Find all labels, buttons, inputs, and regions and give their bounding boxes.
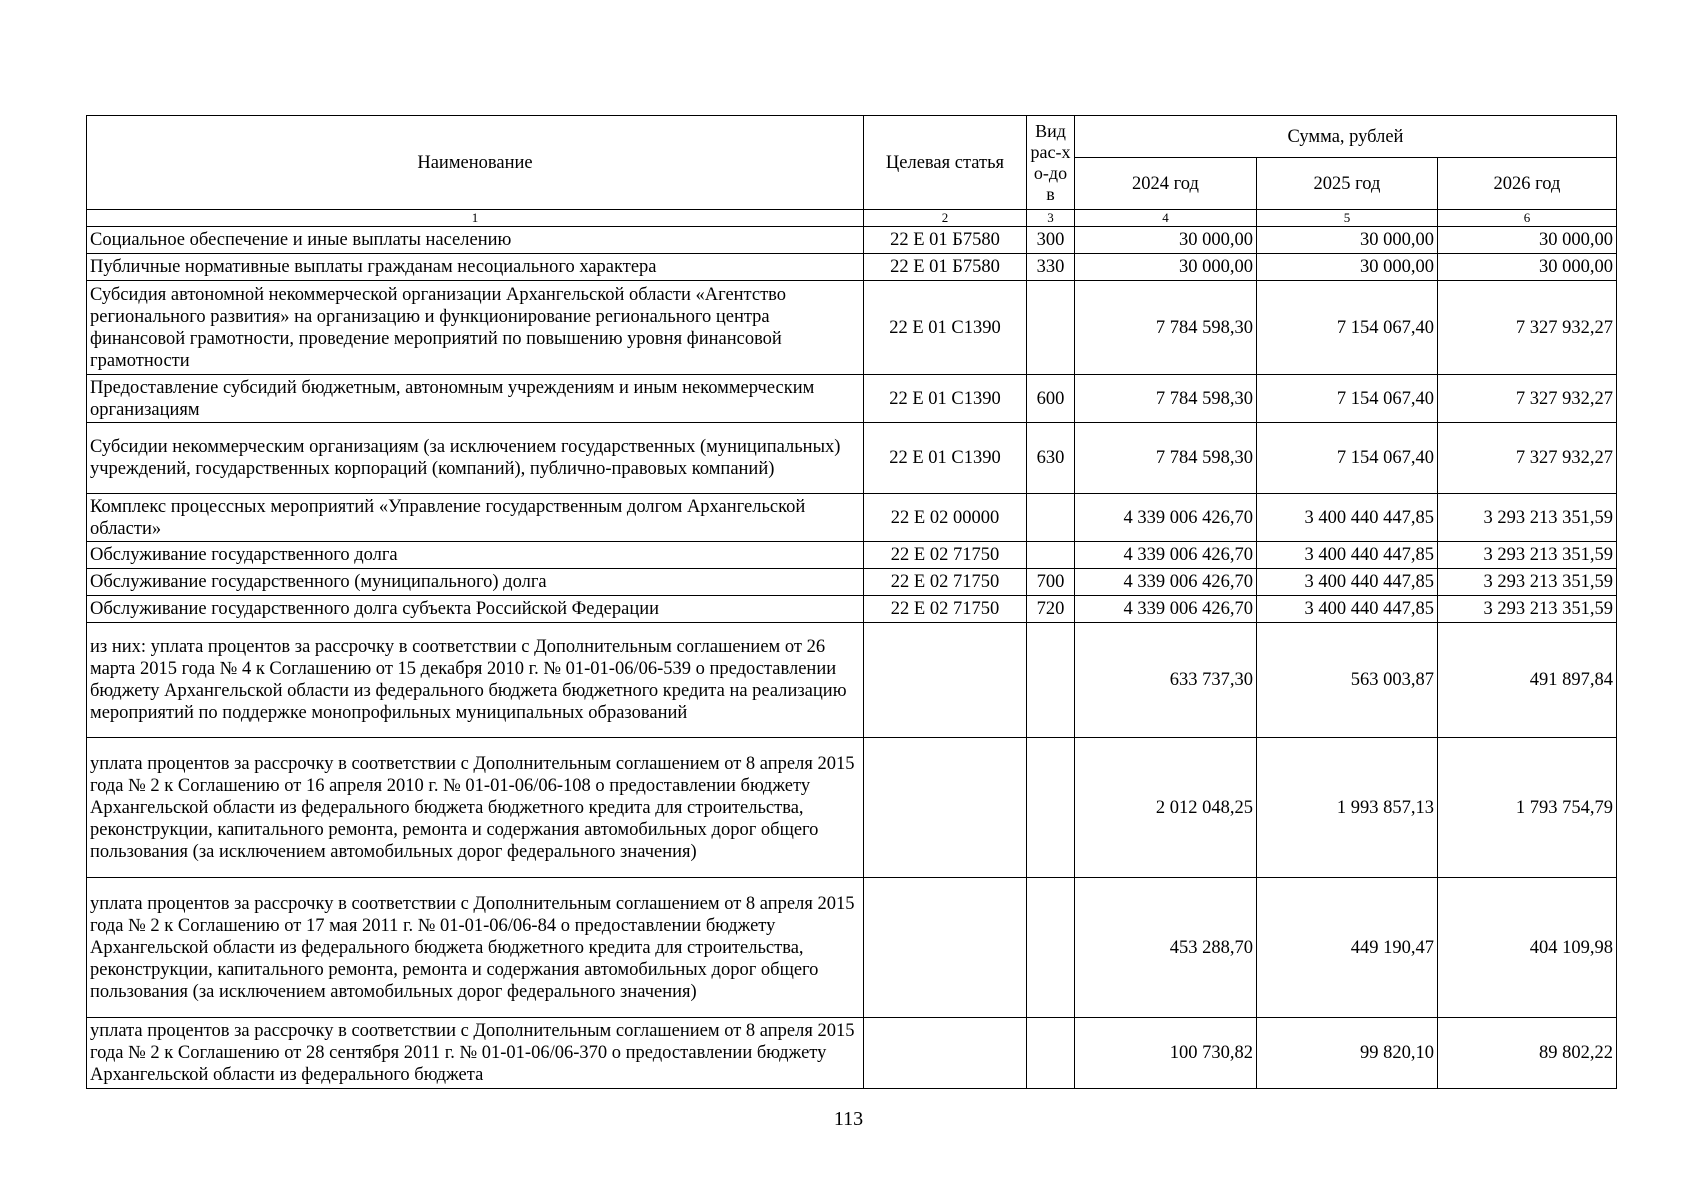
row-name: уплата процентов за рассрочку в соответствии с Дополнительным соглашением от 8 апреля 2015 года № 2 к Соглашению от 16 апреля 2010 г. № 01-01-06/06-108 о предоставлении бюджету Архангельской области из федерального бюджета бюджетного кредита для строительства, реконструкции, капитального ремонта, ремонта и содержания автомобильных дорог общего пользования (за исключением автомобильных дорог федерального значения) — [87, 738, 864, 878]
sum-2026-cell: 7 327 932,27 — [1438, 423, 1617, 494]
table-row — [87, 738, 1617, 878]
table-row — [87, 569, 1617, 596]
sum-2026-cell: 7 327 932,27 — [1438, 281, 1617, 375]
expense-type-cell: 630 — [1027, 423, 1075, 494]
target-article-cell: 22 Е 01 С1390 — [864, 281, 1027, 375]
sum-2026-cell: 3 293 213 351,59 — [1438, 596, 1617, 623]
expense-type-cell — [1027, 738, 1075, 878]
target-article-cell: 22 Е 02 71750 — [864, 569, 1027, 596]
table-row — [87, 542, 1617, 569]
expense-type-cell: 600 — [1027, 375, 1075, 423]
sum-2025-cell: 99 820,10 — [1257, 1018, 1438, 1089]
table-row — [87, 596, 1617, 623]
expense-type-cell — [1027, 494, 1075, 542]
sum-2026-cell: 1 793 754,79 — [1438, 738, 1617, 878]
sum-2025-cell: 30 000,00 — [1257, 254, 1438, 281]
header-target-article: Целевая статья — [864, 116, 1027, 210]
sum-2024-cell: 30 000,00 — [1075, 227, 1257, 254]
column-number: 5 — [1257, 210, 1438, 227]
sum-2024-cell: 633 737,30 — [1075, 623, 1257, 738]
sum-2025-cell: 3 400 440 447,85 — [1257, 542, 1438, 569]
sum-2024-cell: 7 784 598,30 — [1075, 423, 1257, 494]
table-row — [87, 375, 1617, 423]
expense-type-cell: 700 — [1027, 569, 1075, 596]
column-number: 6 — [1438, 210, 1617, 227]
table-body — [87, 227, 1617, 1089]
column-number: 1 — [87, 210, 864, 227]
header-name: Наименование — [87, 116, 864, 210]
expense-type-cell — [1027, 281, 1075, 375]
row-name: Публичные нормативные выплаты гражданам несоциального характера — [87, 254, 864, 281]
sum-2025-cell: 563 003,87 — [1257, 623, 1438, 738]
target-article-cell: 22 Е 02 71750 — [864, 542, 1027, 569]
sum-2024-cell: 4 339 006 426,70 — [1075, 596, 1257, 623]
row-name: Субсидия автономной некоммерческой организации Архангельской области «Агентство регионального развития» на организацию и функционирование регионального центра финансовой грамотности, проведение мероприятий по повышению уровня финансовой грамотности — [87, 281, 864, 375]
row-name: из них: уплата процентов за рассрочку в соответствии с Дополнительным соглашением от 26 марта 2015 года № 4 к Соглашению от 15 декабря 2010 г. № 01-01-06/06-539 о предоставлении бюджету Архангельской области из федерального бюджета бюджетного кредита на реализацию мероприятий по поддержке монопрофильных муниципальных образований — [87, 623, 864, 738]
row-name: Обслуживание государственного долга — [87, 542, 864, 569]
sum-2024-cell: 453 288,70 — [1075, 878, 1257, 1018]
row-name: Обслуживание государственного долга субъекта Российской Федерации — [87, 596, 864, 623]
expense-type-cell — [1027, 878, 1075, 1018]
target-article-cell — [864, 738, 1027, 878]
sum-2026-cell: 30 000,00 — [1438, 227, 1617, 254]
header-expense-type: Вид рас-хо-дов — [1027, 116, 1075, 210]
table-row — [87, 623, 1617, 738]
sum-2026-cell: 404 109,98 — [1438, 878, 1617, 1018]
table-row — [87, 281, 1617, 375]
target-article-cell: 22 Е 02 71750 — [864, 596, 1027, 623]
table-row — [87, 423, 1617, 494]
target-article-cell — [864, 878, 1027, 1018]
sum-2025-cell: 30 000,00 — [1257, 227, 1438, 254]
sum-2024-cell: 4 339 006 426,70 — [1075, 542, 1257, 569]
header-year-2025: 2025 год — [1257, 158, 1438, 210]
row-name: Субсидии некоммерческим организациям (за исключением государственных (муниципальных) учреждений, государственных корпораций (компаний), публично-правовых компаний) — [87, 423, 864, 494]
target-article-cell: 22 Е 01 С1390 — [864, 375, 1027, 423]
table-row — [87, 254, 1617, 281]
target-article-cell — [864, 1018, 1027, 1089]
expense-type-cell — [1027, 623, 1075, 738]
table-row — [87, 494, 1617, 542]
table-row — [87, 227, 1617, 254]
sum-2025-cell: 3 400 440 447,85 — [1257, 494, 1438, 542]
expense-type-cell: 300 — [1027, 227, 1075, 254]
sum-2024-cell: 2 012 048,25 — [1075, 738, 1257, 878]
column-number-row — [87, 210, 1617, 227]
expense-type-cell — [1027, 1018, 1075, 1089]
sum-2024-cell: 4 339 006 426,70 — [1075, 569, 1257, 596]
table-row — [87, 1018, 1617, 1089]
column-number: 4 — [1075, 210, 1257, 227]
sum-2025-cell: 3 400 440 447,85 — [1257, 596, 1438, 623]
sum-2025-cell: 7 154 067,40 — [1257, 423, 1438, 494]
target-article-cell — [864, 623, 1027, 738]
target-article-cell: 22 Е 01 Б7580 — [864, 227, 1027, 254]
sum-2025-cell: 1 993 857,13 — [1257, 738, 1438, 878]
sum-2024-cell: 7 784 598,30 — [1075, 281, 1257, 375]
sum-2026-cell: 3 293 213 351,59 — [1438, 569, 1617, 596]
column-number: 3 — [1027, 210, 1075, 227]
row-name: уплата процентов за рассрочку в соответствии с Дополнительным соглашением от 8 апреля 2015 года № 2 к Соглашению от 28 сентября 2011 г. № 01-01-06/06-370 о предоставлении бюджету Архангельской области из федерального бюджета — [87, 1018, 864, 1089]
row-name: Обслуживание государственного (муниципального) долга — [87, 569, 864, 596]
row-name: уплата процентов за рассрочку в соответствии с Дополнительным соглашением от 8 апреля 2015 года № 2 к Соглашению от 17 мая 2011 г. № 01-01-06/06-84 о предоставлении бюджету Архангельской области из федерального бюджета бюджетного кредита для строительства, реконструкции, капитального ремонта, ремонта и содержания автомобильных дорог общего пользования (за исключением автомобильных дорог федерального значения) — [87, 878, 864, 1018]
sum-2026-cell: 7 327 932,27 — [1438, 375, 1617, 423]
header-year-2024: 2024 год — [1075, 158, 1257, 210]
sum-2025-cell: 3 400 440 447,85 — [1257, 569, 1438, 596]
target-article-cell: 22 Е 01 Б7580 — [864, 254, 1027, 281]
column-number: 2 — [864, 210, 1027, 227]
budget-table — [86, 115, 1617, 1089]
row-name: Социальное обеспечение и иные выплаты населению — [87, 227, 864, 254]
expense-type-cell — [1027, 542, 1075, 569]
sum-2026-cell: 30 000,00 — [1438, 254, 1617, 281]
page-number: 113 — [833, 1108, 864, 1130]
sum-2024-cell: 4 339 006 426,70 — [1075, 494, 1257, 542]
target-article-cell: 22 Е 02 00000 — [864, 494, 1027, 542]
expense-type-cell: 720 — [1027, 596, 1075, 623]
sum-2026-cell: 491 897,84 — [1438, 623, 1617, 738]
table-row — [87, 878, 1617, 1018]
sum-2026-cell: 3 293 213 351,59 — [1438, 494, 1617, 542]
header-sum: Сумма, рублей — [1075, 116, 1617, 158]
header-year-2026: 2026 год — [1438, 158, 1617, 210]
sum-2024-cell: 30 000,00 — [1075, 254, 1257, 281]
row-name: Предоставление субсидий бюджетным, автономным учреждениям и иным некоммерческим организациям — [87, 375, 864, 423]
target-article-cell: 22 Е 01 С1390 — [864, 423, 1027, 494]
sum-2024-cell: 100 730,82 — [1075, 1018, 1257, 1089]
sum-2026-cell: 3 293 213 351,59 — [1438, 542, 1617, 569]
row-name: Комплекс процессных мероприятий «Управление государственным долгом Архангельской области» — [87, 494, 864, 542]
expense-type-cell: 330 — [1027, 254, 1075, 281]
sum-2025-cell: 7 154 067,40 — [1257, 281, 1438, 375]
sum-2026-cell: 89 802,22 — [1438, 1018, 1617, 1089]
sum-2024-cell: 7 784 598,30 — [1075, 375, 1257, 423]
sum-2025-cell: 7 154 067,40 — [1257, 375, 1438, 423]
sum-2025-cell: 449 190,47 — [1257, 878, 1438, 1018]
